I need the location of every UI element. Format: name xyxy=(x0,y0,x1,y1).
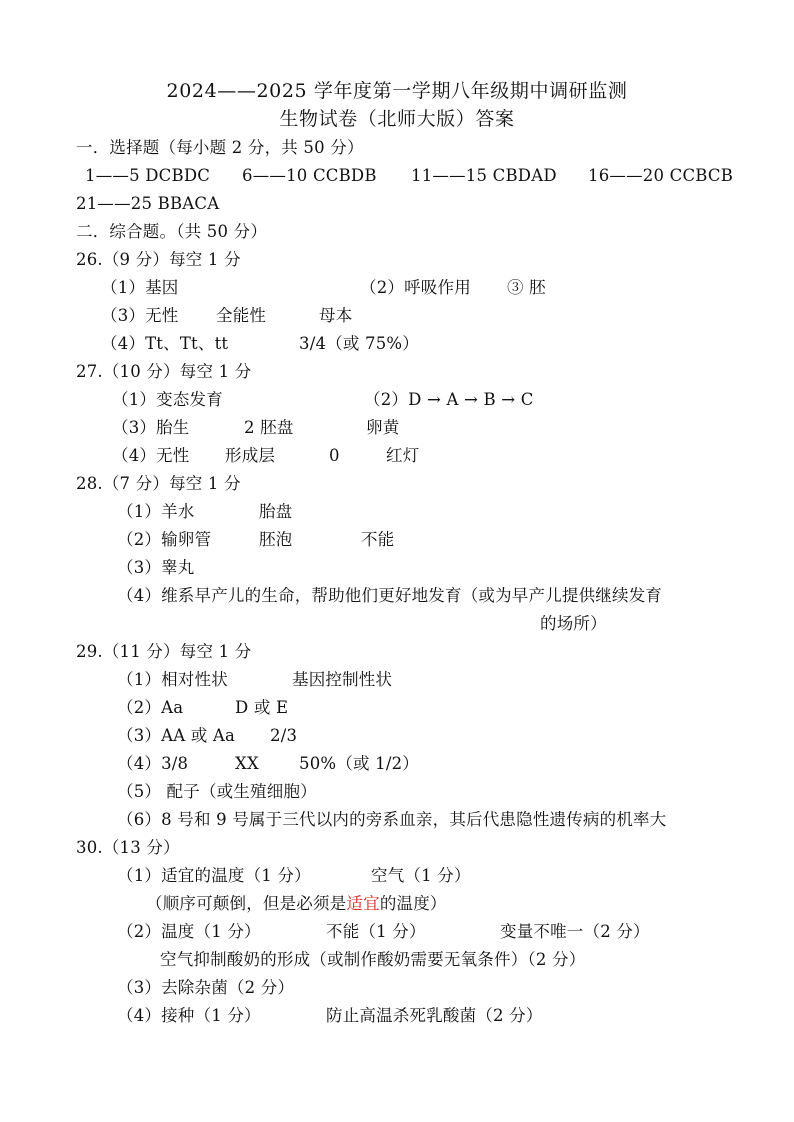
q28-ans-4: 胚泡 xyxy=(259,530,293,549)
answers-11-15: 11——15 CBDAD xyxy=(411,166,557,185)
q26-ans-1: （1）基因 xyxy=(101,278,179,297)
answers-1-5: 1——5 DCBDC xyxy=(85,166,211,185)
q30-ans-2: 空气（1 分） xyxy=(371,866,471,885)
section2-heading: 二．综合题。（共 50 分） xyxy=(76,222,268,241)
q26-ans-6: 母本 xyxy=(319,306,353,325)
q28-ans-7-cont: 的场所） xyxy=(540,614,607,633)
q26-ans-4: （3）无性 xyxy=(101,306,179,325)
q27-ans-9: 红灯 xyxy=(386,446,420,465)
q28-ans-7: （4）维系早产儿的生命，帮助他们更好地发育（或为早产儿提供继续发育 xyxy=(117,586,663,605)
answers-16-20: 16——20 CCBCB xyxy=(588,166,734,185)
q30-ans-1: （1）适宜的温度（1 分） xyxy=(117,866,311,885)
q30-ans-9: 防止高温杀死乳酸菌（2 分） xyxy=(326,1006,543,1025)
q26-header: 26.（9 分）每空 1 分 xyxy=(76,250,241,269)
q26-ans-3: ③ 胚 xyxy=(507,278,546,297)
q27-ans-3: （3）胎生 xyxy=(112,418,190,437)
q30-ans-7: （3）去除杂菌（2 分） xyxy=(117,978,295,997)
q28-ans-5: 不能 xyxy=(361,530,395,549)
q30-note xyxy=(146,893,447,915)
q27-ans-5: 卵黄 xyxy=(366,418,400,437)
q30-note-before: （顺序可颠倒，但是必须是 xyxy=(146,894,347,913)
q29-ans-6: 2/3 xyxy=(270,726,298,745)
answers-6-10: 6——10 CCBDB xyxy=(242,166,377,185)
q26-ans-2: （2）呼吸作用 xyxy=(360,278,471,297)
q27-header: 27.（10 分）每空 1 分 xyxy=(76,362,252,381)
q28-header: 28.（7 分）每空 1 分 xyxy=(76,474,241,493)
q26-ans-8: 3/4（或 75%） xyxy=(299,334,419,353)
q30-note-after: 的温度） xyxy=(379,894,447,913)
q30-ans-5: 变量不唯一（2 分） xyxy=(500,922,650,941)
q28-ans-6: （3）睾丸 xyxy=(117,558,195,577)
q29-header: 29.（11 分）每空 1 分 xyxy=(76,642,252,661)
q29-ans-1: （1）相对性状 xyxy=(117,670,228,689)
q29-ans-3: （2）Aa xyxy=(117,698,184,717)
q30-ans-4: 不能（1 分） xyxy=(326,922,426,941)
q30-note-highlight: 适宜 xyxy=(346,894,380,913)
answers-21-25: 21——25 BBACA xyxy=(76,194,220,213)
q27-ans-8: 0 xyxy=(329,446,340,465)
q29-ans-8: XX xyxy=(235,754,259,773)
q30-ans-8: （4）接种（1 分） xyxy=(117,1006,261,1025)
q27-ans-2: （2）D → A → B → C xyxy=(364,390,534,409)
q27-ans-4: 2 胚盘 xyxy=(244,418,294,437)
q29-ans-10: （5） 配子（或生殖细胞） xyxy=(117,782,317,801)
title-line-2: 生物试卷（北师大版）答案 xyxy=(279,108,515,130)
q29-ans-4: D 或 E xyxy=(235,698,289,717)
section1-heading: 一．选择题（每小题 2 分，共 50 分） xyxy=(76,138,364,157)
q26-ans-7: （4）Tt、Tt、tt xyxy=(101,334,229,353)
q29-ans-11: （6）8 号和 9 号属于三代以内的旁系血亲，其后代患隐性遗传病的机率大 xyxy=(117,810,667,829)
q28-ans-1: （1）羊水 xyxy=(117,502,195,521)
q29-ans-9: 50%（或 1/2） xyxy=(299,754,419,773)
q27-ans-7: 形成层 xyxy=(225,446,276,465)
title-line-1: 2024——2025 学年度第一学期八年级期中调研监测 xyxy=(166,80,628,102)
q29-ans-7: （4）3/8 xyxy=(117,754,189,773)
q27-ans-6: （4）无性 xyxy=(112,446,190,465)
q30-header: 30.（13 分） xyxy=(76,838,180,857)
q30-ans-6: 空气抑制酸奶的形成（或制作酸奶需要无氧条件）（2 分） xyxy=(160,950,586,969)
q30-ans-3: （2）温度（1 分） xyxy=(117,922,261,941)
q29-ans-2: 基因控制性状 xyxy=(292,670,393,689)
q27-ans-1: （1）变态发育 xyxy=(112,390,223,409)
q28-ans-2: 胎盘 xyxy=(259,502,293,521)
q29-ans-5: （3）AA 或 Aa xyxy=(117,726,236,745)
q26-ans-5: 全能性 xyxy=(216,306,267,325)
q28-ans-3: （2）输卵管 xyxy=(117,530,212,549)
